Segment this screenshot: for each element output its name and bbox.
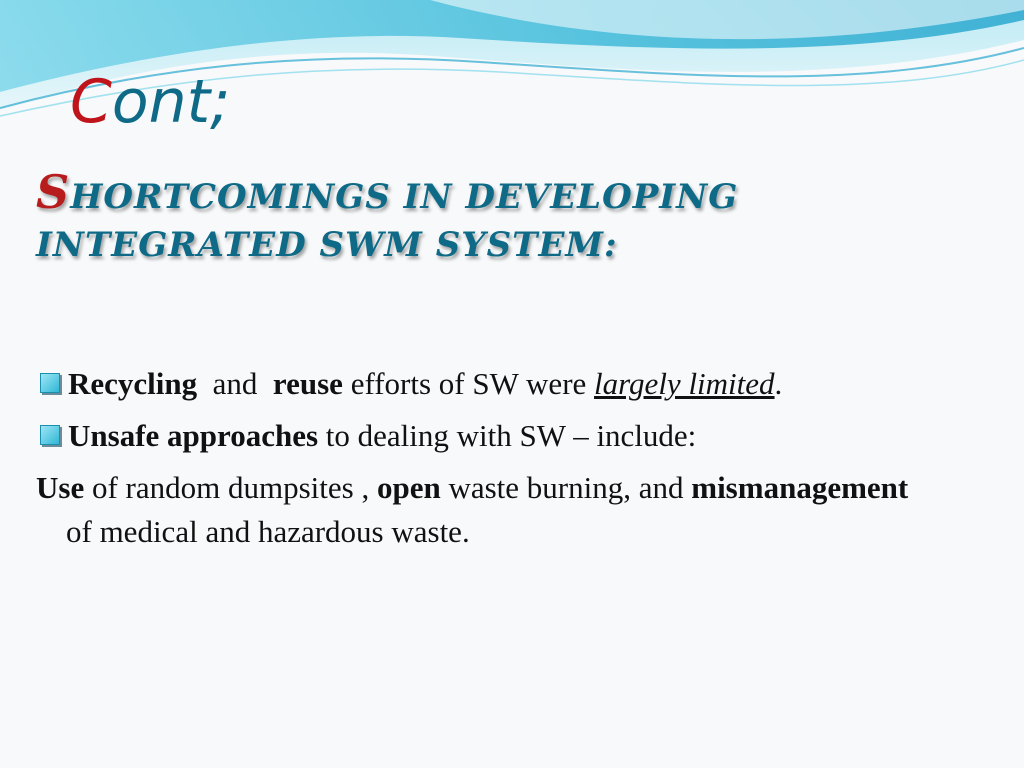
subtitle-line-2: INTEGRATED SWM SYSTEM: (36, 225, 618, 265)
paragraph-text-segment: of medical and hazardous waste. (66, 514, 470, 549)
bullet-text (68, 414, 916, 458)
bullet-emphasis-largely-limited: largely limited (594, 366, 775, 401)
subtitle-line-1 (36, 165, 739, 221)
bullet-text-segment: to dealing with SW – include: (318, 418, 697, 453)
bullet-keyword-unsafe-approaches: Unsafe approaches (68, 418, 319, 453)
bullet-item-unsafe-approaches (36, 414, 916, 458)
bullet-text-segment: . (774, 366, 783, 401)
subtitle-initial: S (36, 165, 71, 219)
slide-title-initial: C (70, 67, 112, 137)
paragraph-keyword-open: open (376, 470, 441, 505)
bullet-item-recycling (36, 362, 916, 406)
body-paragraph (36, 466, 916, 554)
slide-title-rest: ont; (111, 67, 231, 137)
paragraph-keyword-mismanagement: mismanagement (691, 470, 909, 505)
bullet-keyword-recycling: Recycling (68, 366, 198, 401)
paragraph-text-segment: of random dumpsites , (84, 470, 377, 505)
subtitle-line-1-text: HORTCOMINGS IN DEVELOPING (70, 177, 739, 217)
content-body (36, 362, 916, 554)
paragraph-text-segment: waste burning, and (440, 470, 692, 505)
bullet-text-segment: efforts of SW were (342, 366, 595, 401)
square-bullet-icon (40, 425, 60, 445)
slide-title (70, 67, 231, 137)
paragraph-keyword-use: Use (36, 470, 85, 505)
square-bullet-icon (40, 373, 60, 393)
bullet-keyword-reuse: reuse (272, 366, 343, 401)
slide-subtitle (36, 165, 739, 269)
bullet-text (68, 362, 916, 406)
bullet-text-segment: and (197, 366, 273, 401)
